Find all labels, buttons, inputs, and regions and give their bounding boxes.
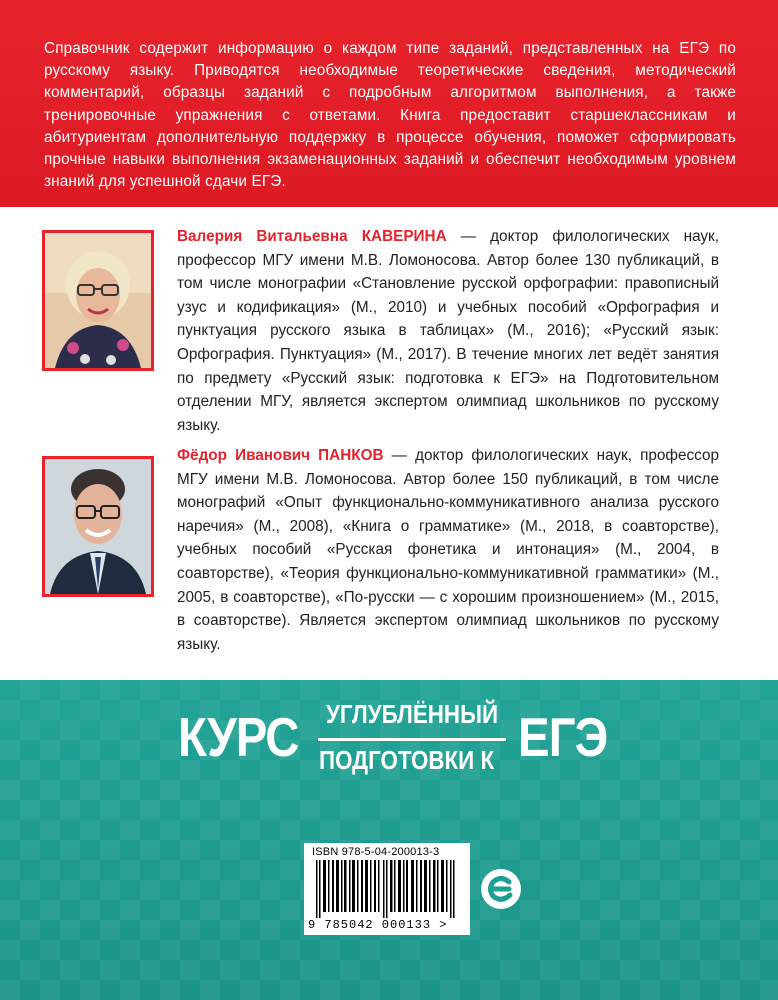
book-description: Справочник содержит информацию о каждом типе заданий, представленных на ЕГЭ по русскому языку. Приводятся необходимые теоретические сведения, методический комментарий, образцы заданий с подробным алгоритмом выполнения, а также тренировочные упражнения с ответами. Книга предоставит старшеклассникам и абитуриентам дополнительную поддержку в процессе обучения, поможет сформировать прочные навыки выполнения экзаменационных заданий и обеспечит необходимым уровнем знаний для успешной сдачи ЕГЭ. xyxy=(44,40,736,191)
author-photo-pankov xyxy=(42,456,154,597)
publisher-logo-icon xyxy=(480,868,522,910)
author-photo-kaverina xyxy=(42,230,154,371)
series-logo-divider xyxy=(318,738,506,741)
author-description: — доктор филологических наук, профессор МГУ имени М.В. Ломоносова. Автор более 130 публикаций, в том числе монографии «Становление русской орфографии: правописный узус и кодификация» (М., 2010) и учебных пособий «Орфография и пунктуация русского языка в таблицах» (М., 2016); «Русский язык: Орфография. Пунктуация» (М., 2017). В течение многих лет ведёт занятия по предмету «Русский язык: подготовка к ЕГЭ» на Подготовительном отделении МГУ, является экспертом олимпиад школьников по русскому языку. xyxy=(177,228,719,434)
author-bio-pankov xyxy=(177,444,719,656)
author-bio-kaverina xyxy=(177,225,719,437)
series-logo xyxy=(178,696,618,788)
author-description: — доктор филологических наук, профессор МГУ имени М.В. Ломоносова. Автор более 150 публикаций, в том числе монографий «Опыт функционально-коммуникативного анализа русского наречия» (М., 2008), «Книга о грамматике» (М., 2018, в соавторстве), учебных пособий «Русская фонетика и интонация» (М., 2004, в соавторстве), «Теория функционально-коммуникативной грамматики» (М., 2005, в соавторстве), «По-русски — с хорошим произношением» (М., 2015, в соавторстве). Является экспертом олимпиад школьников по русскому языку. xyxy=(177,447,719,653)
isbn-label: ISBN 978-5-04-200013-3 xyxy=(312,846,440,858)
barcode-digits: 9 785042 000133 > xyxy=(308,918,448,932)
series-logo-bottom-line: ПОДГОТОВКИ К xyxy=(319,745,495,775)
series-logo-top-line: УГЛУБЛЁННЫЙ xyxy=(326,699,499,729)
barcode xyxy=(304,843,470,935)
author-name: Фёдор Иванович ПАНКОВ xyxy=(177,447,384,464)
series-logo-kurs: КУРС xyxy=(178,706,299,768)
series-logo-ege: ЕГЭ xyxy=(518,706,608,768)
author-name: Валерия Витальевна КАВЕРИНА xyxy=(177,228,447,245)
barcode-bars xyxy=(316,860,458,918)
